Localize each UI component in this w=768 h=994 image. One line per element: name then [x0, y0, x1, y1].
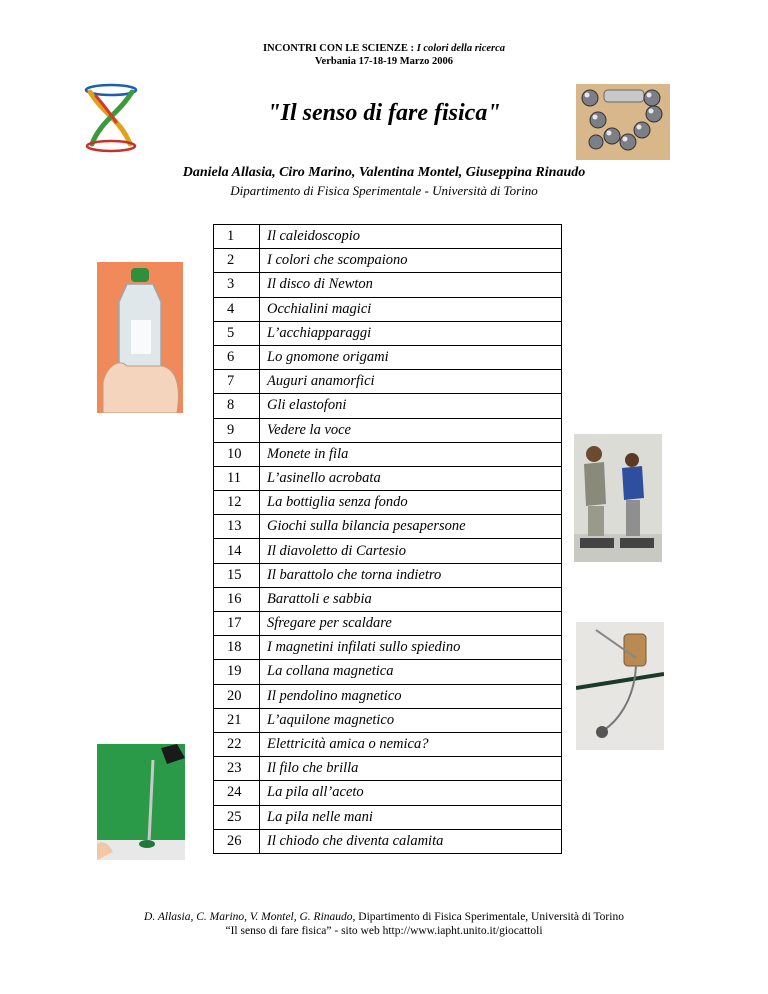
item-number: 10: [214, 442, 260, 466]
item-number: 2: [214, 249, 260, 273]
activities-table: [213, 224, 562, 854]
item-label: L’asinello acrobata: [260, 466, 562, 490]
table-row: [214, 394, 562, 418]
footer-names: D. Allasia, C. Marino, V. Montel, G. Rinaudo: [144, 911, 353, 923]
item-label: I magnetini infilati sullo spiedino: [260, 636, 562, 660]
item-number: 22: [214, 732, 260, 756]
header-event-title: INCONTRI CON LE SCIENZE :: [262, 43, 415, 54]
item-number: 16: [214, 587, 260, 611]
item-number: 19: [214, 660, 260, 684]
item-label: La pila nelle mani: [260, 805, 562, 829]
item-number: 26: [214, 829, 260, 853]
item-label: La bottiglia senza fondo: [260, 491, 562, 515]
table-row: [214, 805, 562, 829]
item-number: 23: [214, 757, 260, 781]
bottle-photo: [97, 262, 183, 413]
item-label: Il barattolo che torna indietro: [260, 563, 562, 587]
item-label: Il caleidoscopio: [260, 225, 562, 249]
item-number: 24: [214, 781, 260, 805]
item-number: 20: [214, 684, 260, 708]
item-label: La collana magnetica: [260, 660, 562, 684]
item-label: Il pendolino magnetico: [260, 684, 562, 708]
footer-website: “Il senso di fare fisica” - sito web http://www.iapht.unito.it/giocattoli: [225, 925, 543, 937]
item-number: 8: [214, 394, 260, 418]
item-label: Elettricità amica o nemica?: [260, 732, 562, 756]
item-number: 15: [214, 563, 260, 587]
item-number: 4: [214, 297, 260, 321]
table-row: [214, 829, 562, 853]
table-row: [214, 273, 562, 297]
item-label: Lo gnomone origami: [260, 345, 562, 369]
item-number: 21: [214, 708, 260, 732]
item-number: 1: [214, 225, 260, 249]
item-number: 6: [214, 345, 260, 369]
table-row: [214, 612, 562, 636]
item-label: Il disco di Newton: [260, 273, 562, 297]
item-label: L’aquilone magnetico: [260, 708, 562, 732]
item-number: 14: [214, 539, 260, 563]
item-number: 25: [214, 805, 260, 829]
table-row: [214, 466, 562, 490]
table-row: [214, 515, 562, 539]
item-label: Il diavoletto di Cartesio: [260, 539, 562, 563]
footer-affiliation: , Dipartimento di Fisica Sperimentale, Università di Torino: [352, 911, 624, 923]
item-number: 5: [214, 321, 260, 345]
item-label: Barattoli e sabbia: [260, 587, 562, 611]
table-row: [214, 732, 562, 756]
item-number: 3: [214, 273, 260, 297]
table-row: [214, 321, 562, 345]
table-row: [214, 345, 562, 369]
item-label: Il filo che brilla: [260, 757, 562, 781]
table-row: [214, 491, 562, 515]
item-label: I colori che scompaiono: [260, 249, 562, 273]
item-label: Auguri anamorfici: [260, 370, 562, 394]
item-number: 9: [214, 418, 260, 442]
item-label: Vedere la voce: [260, 418, 562, 442]
table-row: [214, 370, 562, 394]
table-row: [214, 757, 562, 781]
item-label: Il chiodo che diventa calamita: [260, 829, 562, 853]
item-label: L’acchiapparaggi: [260, 321, 562, 345]
item-number: 12: [214, 491, 260, 515]
header-event-subtitle: I colori della ricerca: [416, 43, 506, 54]
item-number: 7: [214, 370, 260, 394]
table-row: [214, 660, 562, 684]
item-label: Gli elastofoni: [260, 394, 562, 418]
scale-kids-photo: [574, 434, 662, 562]
item-label: La pila all’aceto: [260, 781, 562, 805]
table-row: [214, 781, 562, 805]
table-row: [214, 442, 562, 466]
table-row: [214, 684, 562, 708]
table-row: [214, 225, 562, 249]
table-row: [214, 636, 562, 660]
table-row: [214, 539, 562, 563]
item-label: Sfregare per scaldare: [260, 612, 562, 636]
table-row: [214, 418, 562, 442]
footer-credits: [0, 911, 768, 923]
item-label: Giochi sulla bilancia pesapersone: [260, 515, 562, 539]
table-row: [214, 563, 562, 587]
item-label: Occhialini magici: [260, 297, 562, 321]
header-event: [0, 43, 768, 54]
table-row: [214, 297, 562, 321]
table-row: [214, 587, 562, 611]
document-title: "Il senso di fare fisica": [267, 100, 501, 126]
shining-wire-photo: [97, 744, 185, 860]
department: Dipartimento di Fisica Sperimentale - Università di Torino: [230, 183, 538, 198]
item-number: 11: [214, 466, 260, 490]
item-label: Monete in fila: [260, 442, 562, 466]
header-place-date: Verbania 17-18-19 Marzo 2006: [314, 56, 454, 67]
authors: Daniela Allasia, Ciro Marino, Valentina Montel, Giuseppina Rinaudo: [182, 165, 586, 180]
table-row: [214, 708, 562, 732]
table-row: [214, 249, 562, 273]
magnetic-pendulum-photo: [576, 622, 664, 750]
item-number: 13: [214, 515, 260, 539]
item-number: 17: [214, 612, 260, 636]
item-number: 18: [214, 636, 260, 660]
